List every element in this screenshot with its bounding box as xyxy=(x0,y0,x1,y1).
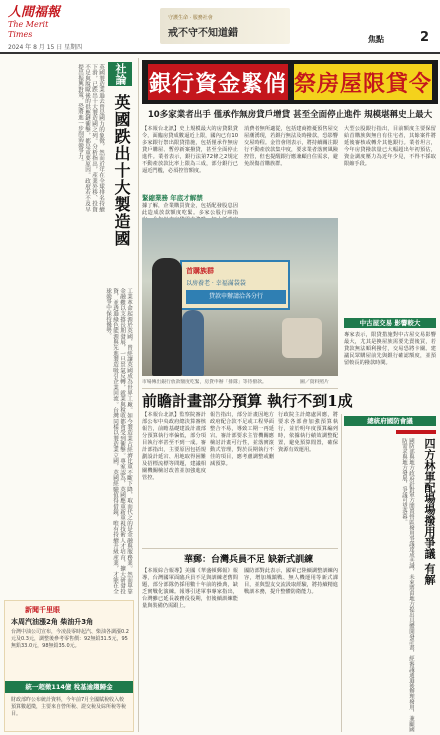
sidebar1-text: 專家表示，限貸措施對中古屋交易影響最大，尤其是換屋族需要先賣後買，若貸款無法順利撥付，交易恐將卡關。建議民眾購屋前先與銀行確認額度，並預留較長的撥款時間。 xyxy=(344,332,436,366)
logo-chinese: 人間福報 xyxy=(8,5,61,20)
story3-col1: 【本報綜合報導】美國《華盛頓郵報》報導，台灣國軍面臨兵員不足與訓練老舊問題，部分部隊仍採用數十年前的操典，缺乏實戰化演練。報導引述軍事專家指出，台灣雖已延長義務役役期，但後續訓練能量與裝備仍需跟上。 xyxy=(142,568,238,609)
column-divider xyxy=(341,414,342,732)
story1-subhead: 緊縮業務 年底才解禁 xyxy=(142,194,203,202)
news-photo xyxy=(142,218,338,376)
story3-col2: 國防部對此表示，國軍已陸續調整訓練內容，增加城鎮戰、無人機運用等新式課目，並與盟友交流汲取經驗，將持續精進戰訓本務，提升整體防衛能力。 xyxy=(244,568,338,595)
editorial-column xyxy=(4,58,134,596)
story3-headline: 華郵：台灣兵員不足 缺新式訓練 xyxy=(184,555,314,565)
news-brief-title: 新聞千里眼 xyxy=(25,606,60,614)
section-label: 焦點 xyxy=(368,35,384,44)
headline-banner xyxy=(142,60,438,104)
headline-part-1: 銀行資金緊俏 xyxy=(148,64,288,100)
editorial-tag: 社論 xyxy=(108,62,132,86)
story-divider xyxy=(142,548,338,549)
photo-person-child xyxy=(182,310,204,376)
page-number: 2 xyxy=(420,30,430,45)
sidebar2-title: 四方林軍配場場撥用爭議 有解 xyxy=(423,438,436,585)
photo-credit: 圖／資料照片 xyxy=(300,380,329,385)
column-divider xyxy=(138,58,139,732)
story2-col3: 行政院主計總處回應，將要求各部會加強預算執行，並於明年度預算編列時，依據執行績效調整配置，避免預算閒置，確保資源有效運用。 xyxy=(278,412,338,453)
photo-scooter xyxy=(282,318,322,358)
story2-col1: 【本報台北訊】監察院審計部公布中央政府總決算審核報告，前瞻基礎建設計畫部分預算執行率偏低，部分項目執行率甚至不到一成。審計部指出，主要原因包括規劃設計延宕、用地取得困難及招標流標等問題，建議相關機關檢討改善並加強進度管控。 xyxy=(142,412,206,481)
story-divider xyxy=(142,388,338,389)
news-brief-headline-2: 統一超徵114億 稅基逾趨歸金 xyxy=(5,681,133,693)
sidebar2-header: 總統府國防會議 xyxy=(344,416,436,426)
news-brief-headline-1: 本周汽油漲2角 柴油升3角 xyxy=(11,618,94,626)
headline-part-2: 祭房屋限貸令 xyxy=(294,64,432,100)
headline-subtitle-b: 規模堪稱史上最大 xyxy=(364,110,433,120)
logo-english: The Merit Times xyxy=(8,20,49,39)
news-brief-text-2: 財政部昨公布統計資料，今年前7月全國賦稅收入較預算數超徵，主要來自營所稅、證交稅及綜所稅等稅目。 xyxy=(11,697,127,717)
sidebar2-accent-bar xyxy=(396,430,436,434)
photo-bank-sign xyxy=(180,260,290,310)
photo-person-adult xyxy=(152,258,182,376)
headline-subtitle-a: 10多家業者出手 僅承作無房貸戶增貸 甚至全面停止進件 xyxy=(147,110,362,120)
slogan-main: 戒不守不知道錯 xyxy=(168,28,238,39)
story1-col1b: 據了解，企業購買資金，包括配發股息因此造成放款額度吃緊。多家公股行庫指 xyxy=(142,203,238,216)
story2-headline: 前瞻計畫部分預算 執行不到1成 xyxy=(142,392,353,410)
story1-col3: 大型公股銀行指出，目前額度主要保留給首購族與無自有住宅者，其餘案件將延後審核或轉介其他銀行。業者坦言，今年房貸撥款量已大幅超出年初預估，資金調度壓力為近年少見，不得不採取限縮手段。 xyxy=(344,126,436,167)
news-brief-box xyxy=(4,600,134,732)
photo-sign-line-2: 以房養老 · 幸福滿袋袋 xyxy=(186,280,246,287)
sidebar2-text: 國防部與地方政府針對軍方閒置營區撥用爭議達成共識，未來將由地方提出具體開發計畫，經審議通過後辦理撥用，兼顧國防需求與地方發展，爭議可望落幕。 xyxy=(401,438,414,732)
sidebar1-header: 中古屋交易 影響較大 xyxy=(344,318,436,328)
editorial-body-bottom: 工業革命起源於英國，曾經讓英國成為世界工廠。如今製造業占經濟比重不斷下降，取而代之的是金融與服務業。然而單靠金融難以支撐長期發展，一旦景氣反轉，就業與稅收都會受到衝擊。專家認為，英國應重新重視技術人才培育，擴大研發投資，並透過綠色能源與先進製造吸引企業回流。台灣同樣以製造業立國，英國經驗值得借鏡，唯有持續升級產業，才能在全球競爭中保持優勢。 xyxy=(105,288,132,594)
newspaper-logo xyxy=(8,5,64,39)
news-brief-text-1: 台灣中油公司宣布，今凌晨零時起汽、柴油各調漲0.2元及0.3元，調整後參考零售價：92無鉛31.5元，95無鉛33.0元，98無鉛35.0元。 xyxy=(11,629,129,649)
photo-sign-line-3: 貸款申辦請洽各分行 xyxy=(186,290,286,304)
editorial-title: 英國跌出十大製造國 xyxy=(112,94,131,247)
masthead-rule xyxy=(0,52,440,54)
story2-col2: 報告指出，部分計畫因地方政府配合款不足或工程界面整合不易，導致工期一再延宕。審計部要求主管機關應檢討計畫可行性，並落實滾動式管理，對於長期執行不佳的項目，應考慮調整或刪減預算。 xyxy=(210,412,274,467)
slogan-small: 守護生命 · 服務社會 xyxy=(168,15,213,21)
editorial-body-top: 英國製造業過去曾是國力的象徵，然而近年在全球排名持續下滑，已跌出十大製造國之列。分析指出，產業外移、投資不足與脫歐後的供應鏈衝擊，都是重要原因。政府若不及早提出振興對策，恐將進一步削弱競爭力。 xyxy=(77,64,104,212)
slogan-box xyxy=(160,8,290,44)
headline-subtitle xyxy=(142,108,438,122)
masthead xyxy=(0,0,440,52)
photo-caption: 市場傳出銀行放款額度吃緊，房貸申辦「排隊」等待撥款。 xyxy=(142,380,267,385)
dateline: 2024 年 8 月 15 日 星期四 xyxy=(8,44,83,51)
story1-col1: 【本報台北訊】史上規模最大的房貸限貸令，面臨房貸成數逼近上限，國內已有10多家銀行祭出限貸措施，包括僅承作無房貸戶購屋、暫停新案撥貸，甚至全面停止進件。業者表示，銀行法第72條之2規定不動產放款比率上限為三成，部分銀行已逼近門檻，必須控管額度。 xyxy=(142,126,238,174)
story1-col2: 消費者無所適從，包括建商擔憂預售屋交屋潮湧現，若銀行無法及時撥款，恐影響交屋時程。金管會則表示，將持續關注銀行不動產放款集中度，要求業者落實風險控管，但也提醒銀行應兼顧自住需求，避免誤傷首購族群。 xyxy=(244,126,338,167)
photo-sign-line-1: 首購族群 xyxy=(186,267,214,275)
